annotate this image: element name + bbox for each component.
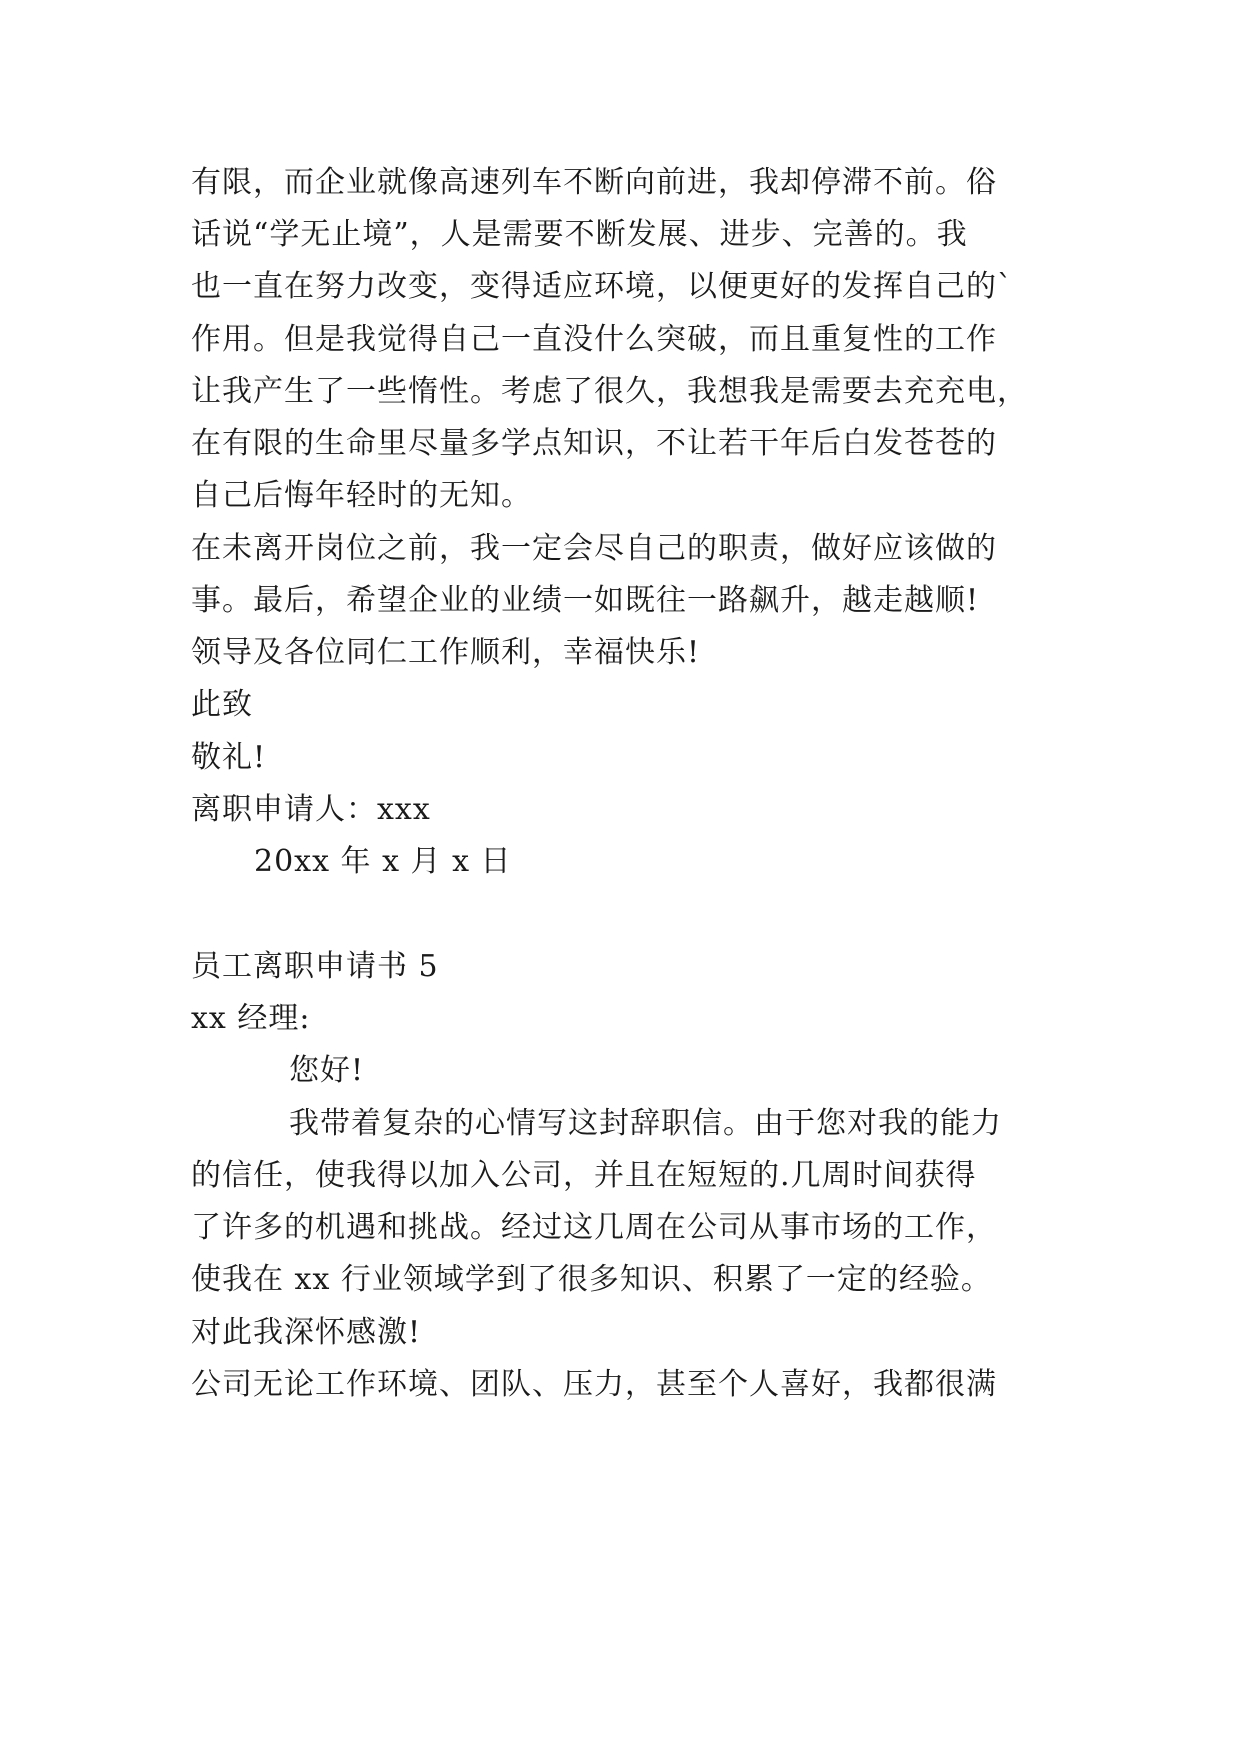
paragraph-line: 作用。但是我觉得自己一直没什么突破，而且重复性的工作 <box>191 322 997 357</box>
paragraph-line: 了许多的机遇和挑战。经过这几周在公司从事市场的工作， <box>191 1210 997 1245</box>
section-title: 员工离职申请书 5 <box>191 949 439 984</box>
paragraph-line: 我带着复杂的心情写这封辞职信。由于您对我的能力 <box>289 1106 1002 1141</box>
paragraph-line: 领导及各位同仁工作顺利，幸福快乐! <box>191 635 701 670</box>
letter-recipient: xx 经理: <box>191 1001 311 1036</box>
paragraph-line: 公司无论工作环境、团队、压力，甚至个人喜好，我都很满 <box>191 1367 997 1402</box>
paragraph-line: 让我产生了一些惰性。考虑了很久，我想我是需要去充充电， <box>191 374 1028 409</box>
paragraph-line: 话说“学无止境”，人是需要不断发展、进步、完善的。我 <box>191 217 968 252</box>
paragraph-line: 对此我深怀感激! <box>191 1315 422 1350</box>
salutation-closing: 此致 <box>191 687 253 722</box>
paragraph-line: 在未离开岗位之前，我一定会尽自己的职责，做好应该做的 <box>191 531 997 566</box>
paragraph-line: 在有限的生命里尽量多学点知识，不让若干年后白发苍苍的 <box>191 426 997 461</box>
paragraph-line: 使我在 xx 行业领域学到了很多知识、积累了一定的经验。 <box>191 1262 992 1297</box>
paragraph-line: 有限，而企业就像高速列车不断向前进，我却停滞不前。俗 <box>191 165 997 200</box>
paragraph-line: 事。最后，希望企业的业绩一如既往一路飙升，越走越顺! <box>191 583 980 618</box>
paragraph-line: 也一直在努力改变，变得适应环境，以便更好的发挥自己的` <box>191 269 1013 304</box>
salutation-regards: 敬礼! <box>191 740 267 775</box>
applicant-signature: 离职申请人：xxx <box>191 792 431 827</box>
paragraph-line: 自己后悔年轻时的无知。 <box>191 478 532 513</box>
signature-date: 20xx 年 x 月 x 日 <box>254 844 512 879</box>
letter-greeting: 您好! <box>289 1053 365 1088</box>
paragraph-line: 的信任，使我得以加入公司，并且在短短的.几周时间获得 <box>191 1158 977 1193</box>
